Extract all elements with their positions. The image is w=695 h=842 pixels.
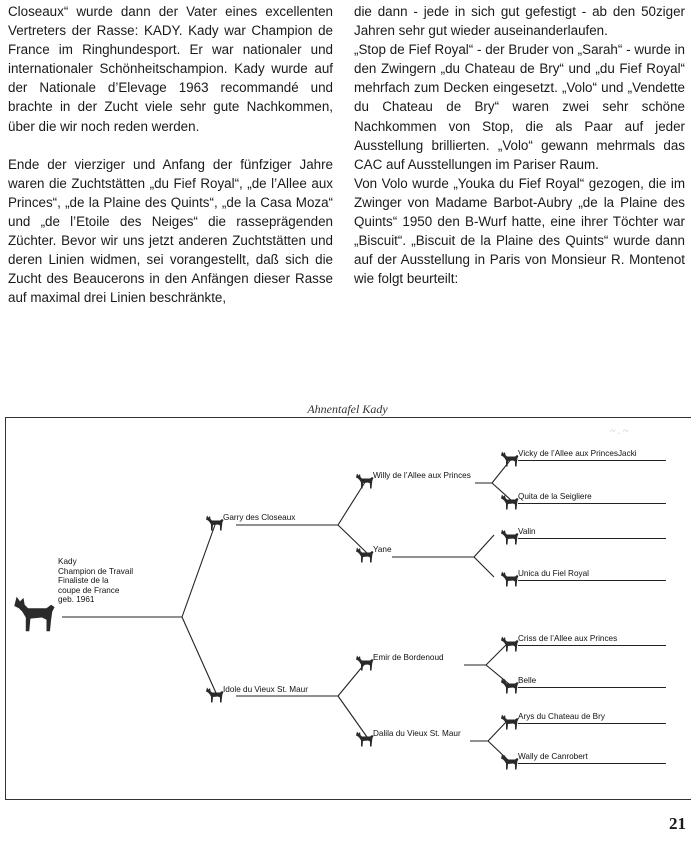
root-name: Kady: [58, 557, 77, 566]
dog-name: Quita de la Seigliere: [518, 492, 592, 501]
dog-name: Vicky de l’Allee aux PrincesJacki: [518, 449, 637, 458]
root-title: Champion de Travail: [58, 566, 134, 576]
paragraph: Von Volo wurde „Youka du Fief Royal“ gezogen, die im Zwinger von Madame Barbot-Aubry „de la Plaine des Quints“ 1950 den B-Wurf hatte, eine ihrer Töchter war „Biscuit“. „Biscuit de la Plaine des Quints“ wurde dann auf der Ausstellung in Paris von Monsieur R. Montenot wie folgt beurteilt:: [354, 175, 685, 287]
dog-name: Valin: [518, 527, 536, 536]
name-underline: [518, 687, 666, 688]
dog-icon: [205, 686, 225, 704]
dog-name: Criss de l’Allee aux Princes: [518, 634, 618, 643]
name-underline: [518, 460, 666, 461]
dog-name: Unica du Fiel Royal: [518, 569, 589, 578]
dog-name: Dalila du Vieux St. Maur: [373, 729, 461, 738]
name-underline: [518, 503, 666, 504]
dog-name: Belle: [518, 676, 537, 685]
dog-icon: [500, 635, 520, 653]
name-underline: [518, 645, 666, 646]
name-underline: [518, 538, 666, 539]
page-number: 21: [669, 814, 686, 833]
name-underline: [518, 580, 666, 581]
dog-icon: [355, 472, 375, 490]
name-underline: [518, 763, 666, 764]
root-title: Finaliste de la: [58, 576, 109, 586]
dog-icon: [500, 753, 520, 771]
dog-icon: [500, 528, 520, 546]
root-birth-year: geb. 1961: [58, 595, 95, 605]
dog-icon: [355, 546, 375, 564]
root-label: [58, 557, 133, 605]
paragraph: die dann - jede in sich gut gefestigt - ab den 50ziger Jahren sehr gut wieder auseinanderlaufen.: [354, 4, 685, 39]
dog-icon: [12, 594, 58, 634]
dog-icon: [205, 514, 225, 532]
dog-icon: [500, 450, 520, 468]
dog-name: Wally de Canrobert: [518, 752, 588, 761]
dog-name: Emir de Bordenoud: [373, 653, 444, 662]
paragraph: Closeaux“ wurde dann der Vater eines excellenten Vertreters der Rasse: KADY. Kady war Champion de France im Ringhundesport. Er war nationaler und internationaler Schönheitschampion. Kady wurde auf der Nationale d’Elevage 1963 recommandé und brachte in der Zucht viele sehr gute Nachkommen, über die wir noch reden werden.: [8, 4, 333, 134]
dog-name: Garry des Closeaux: [223, 513, 296, 522]
dog-icon: [355, 730, 375, 748]
dog-icon: [500, 713, 520, 731]
faint-handwriting: ~ . ~: [610, 426, 629, 437]
dog-name: Willy de l’Allee aux Princes: [373, 471, 471, 480]
paragraph: Ende der vierziger und Anfang der fünfziger Jahre waren die Zuchtstätten „du Fief Royal“, „de l’Allee aux Princes“, „de la Plaine des Quints“, „de la Casa Moza“ und „de l’Etoile des Neiges“ die rasseprägenden Züchter. Bevor wir uns jetzt anderen Zuchtstätten und deren Linien widmen, sei vorangestellt, daß sich die Zucht des Beaucerons in den Anfängen dieser Rasse auf maximal drei Linien beschränkte,: [8, 156, 333, 306]
paragraph: „Stop de Fief Royal“ - der Bruder von „Sarah“ - wurde in den Zwingern „du Chateau de Bry“ und „du Fief Royal“ mehrfach zum Decken eingesetzt. „Volo“ und „Vendette du Chateau de Bry“ waren zwei sehr schöne Nachkommen von Stop, die als Paar auf jeder Ausstellung brillierten. „Volo“ gewann mehrmals das CAC auf Ausstellungen im Pariser Raum.: [354, 42, 685, 172]
root-title: coupe de France: [58, 585, 120, 595]
dog-name: Yane: [373, 545, 392, 554]
dog-icon: [500, 493, 520, 511]
dog-icon: [500, 570, 520, 588]
dog-icon: [500, 677, 520, 695]
dog-name: Idole du Vieux St. Maur: [223, 685, 308, 694]
dog-name: Arys du Chateau de Bry: [518, 712, 605, 721]
dog-icon: [355, 654, 375, 672]
name-underline: [518, 723, 666, 724]
pedigree-caption: Ahnentafel Kady: [307, 402, 388, 416]
